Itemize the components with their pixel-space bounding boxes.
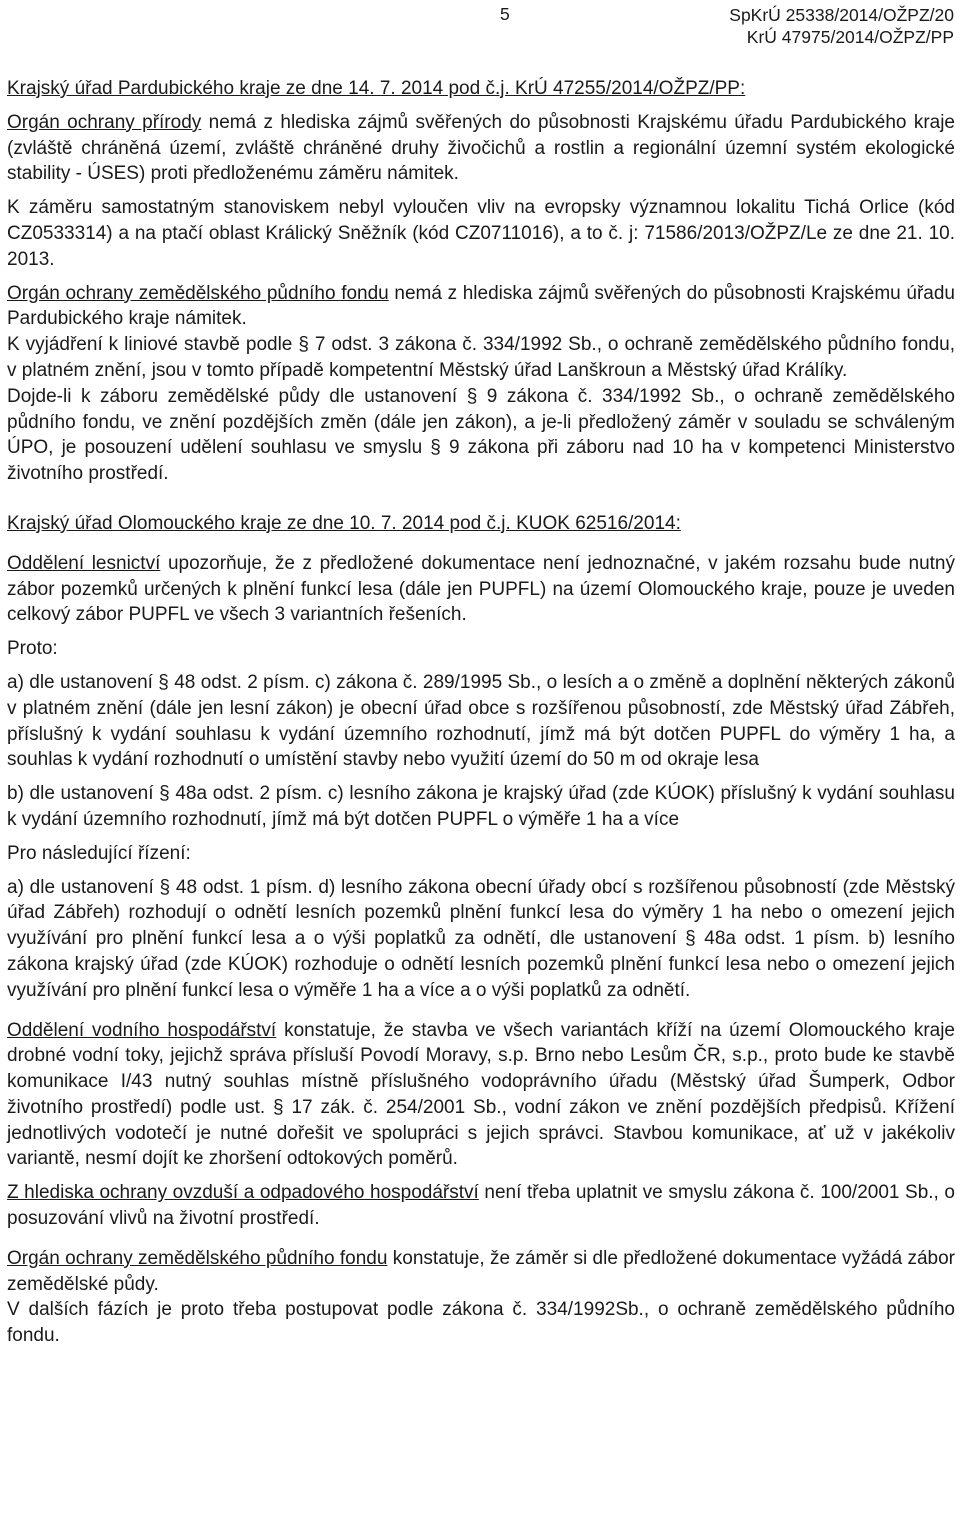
paragraph-next-phases: V dalších fázích je proto třeba postupovat podle zákona č. 334/1992Sb., o ochraně zemědělského půdního fondu. — [7, 1299, 955, 1347]
paragraph-label: Z hlediska ochrany ovzduší a odpadového hospodářství — [7, 1182, 479, 1204]
list-item-a-proceedings: a) dle ustanovení § 48 odst. 1 písm. d) lesního zákona obecní úřady obcí s rozšířenou působností (zde Městský úřad Zábřeh) rozhodují o odnětí lesních pozemků plnění funkcí lesa do výměry 1 ha nebo o omezení jejich využívání pro plnění funkcí lesa a o výši poplatků za odnětí, dle ustanovení § 48a odst. 1 písm. b) lesního zákona krajský úřad (zde KÚOK) rozhoduje o odnětí lesních pozemků plnění funkcí lesa nebo o omezení jejich využívání pro plnění funkcí lesa o výměře 1 ha a více a o výši poplatků za odnětí. — [7, 876, 955, 1001]
paragraph-zpf-olomouc: Orgán ochrany zemědělského půdního fondu konstatuje, že záměr si dle předložené dokumentace vyžádá zábor zemědělské půdy. — [7, 1247, 956, 1295]
section-heading-olomouc: Krajský úřad Olomouckého kraje ze dne 10. 7. 2014 pod č.j. KUOK 62516/2014: — [7, 512, 681, 534]
paragraph-following-proceedings: Pro následující řízení: — [7, 842, 191, 864]
reference-line-1: SpKrÚ 25338/2014/OŽPZ/20 — [729, 5, 954, 25]
reference-line-2: KrÚ 47975/2014/OŽPZ/PP — [746, 27, 954, 47]
paragraph-air-waste: Z hlediska ochrany ovzduší a odpadového hospodářství není třeba uplatnit ve smyslu zákona č. 100/2001 Sb., o posuzování vlivů na životní prostředí. — [7, 1182, 955, 1230]
document-body — [7, 76, 955, 1349]
document-reference — [729, 4, 954, 48]
list-item-b: b) dle ustanovení § 48a odst. 2 písm. c) lesního zákona je krajský úřad (zde KÚOK) příslušný k vydání souhlasu k vydání územního rozhodnutí, jímž má být dotčen PUPFL o výměře 1 ha a více — [7, 783, 955, 830]
paragraph-land-take: Dojde-li k záboru zemědělské půdy dle ustanovení § 9 zákona č. 334/1992 Sb., o ochraně zemědělského půdního fondu, ve znění pozdějších změn (dále jen zákon), a je-li předložený záměr v souladu se schváleným ÚPO, je posouzení udělení souhlasu ve smyslu § 9 zákona při záboru nad 10 ha v kompetenci Ministerstvo životního prostředí. — [7, 385, 955, 485]
paragraph-label: Oddělení vodního hospodářství — [7, 1019, 277, 1041]
paragraph-label: Orgán ochrany zemědělského půdního fondu — [7, 282, 389, 304]
paragraph-nature-protection: Orgán ochrany přírody nemá z hlediska zájmů svěřených do působnosti Krajskému úřadu Pardubického kraje (zvláště chráněná území, zvláště chráněné druhy živočichů a rostlin a regionální územní systém ekologické stability - ÚSES) proti předloženému záměru námitek. — [7, 111, 955, 185]
paragraph-label: Orgán ochrany přírody — [7, 111, 202, 133]
paragraph-label: Orgán ochrany zemědělského půdního fondu — [7, 1247, 388, 1269]
page-number: 5 — [500, 4, 510, 24]
paragraph-proto: Proto: — [7, 638, 58, 660]
paragraph-forestry: Oddělení lesnictví upozorňuje, že z předložené dokumentace není jednoznačné, v jakém rozsahu bude nutný zábor pozemků určených k plnění funkcí lesa (dále jen PUPFL) na území Olomouckého kraje, pouze je uveden celkový zábor PUPFL ve všech 3 variantních řešeních. — [7, 552, 955, 626]
paragraph-water-management: Oddělení vodního hospodářství konstatuje, že stavba ve všech variantách kříží na území Olomouckého kraje drobné vodní toky, jejichž správa přísluší Povodí Moravy, s.p. Brno nebo Lesům ČR, s.p., proto bude ke stavbě komunikace I/43 nutný souhlas místně příslušného vodoprávního úřadu (Městský úřad Šumperk, Odbor životního prostředí) podle ust. § 17 zák. č. 254/2001 Sb., vodní zákon ve znění pozdějších předpisů. Křížení jednotlivých vodotečí je nutné dořešit ve spolupráci s jejich správci. Stavbou komunikace, ať už v jakékoliv variantě, nesmí dojít ke zhoršení odtokových poměrů. — [7, 1019, 955, 1170]
list-item-a: a) dle ustanovení § 48 odst. 2 písm. c) zákona č. 289/1995 Sb., o lesích a o změně a doplnění některých zákonů v platném znění (dále jen lesní zákon) je obecní úřad obce s rozšířenou působností, zde Městský úřad Zábřeh, příslušný k vydání souhlasu k vydání územního rozhodnutí, jímž má být dotčen PUPFL do výměry 1 ha, a souhlas k vydání rozhodnutí o umístění stavby nebo využití území do 50 m od okraje lesa — [7, 671, 955, 771]
section-heading-pardubice: Krajský úřad Pardubického kraje ze dne 14. 7. 2014 pod č.j. KrÚ 47255/2014/OŽPZ/PP: — [7, 78, 746, 99]
paragraph-zpf-authority: Orgán ochrany zemědělského půdního fondu nemá z hlediska zájmů svěřených do působnosti Krajskému úřadu Pardubického kraje námitek. — [7, 282, 955, 330]
paragraph-label: Oddělení lesnictví — [7, 552, 161, 574]
paragraph-linear-construction: K vyjádření k liniové stavbě podle § 7 odst. 3 zákona č. 334/1992 Sb., o ochraně zemědělského půdního fondu, v platném znění, jsou v tomto případě kompetentní Městský úřad Lanškroun a Městský úřad Králíky. — [7, 334, 955, 381]
paragraph-natura-2000: K záměru samostatným stanoviskem nebyl vyloučen vliv na evropsky významnou lokalitu Tichá Orlice (kód CZ0533314) a na ptačí oblast Králický Sněžník (kód CZ0711016), a to č. j: 71586/2013/OŽPZ/Le ze dne 21. 10. 2013. — [7, 197, 955, 270]
